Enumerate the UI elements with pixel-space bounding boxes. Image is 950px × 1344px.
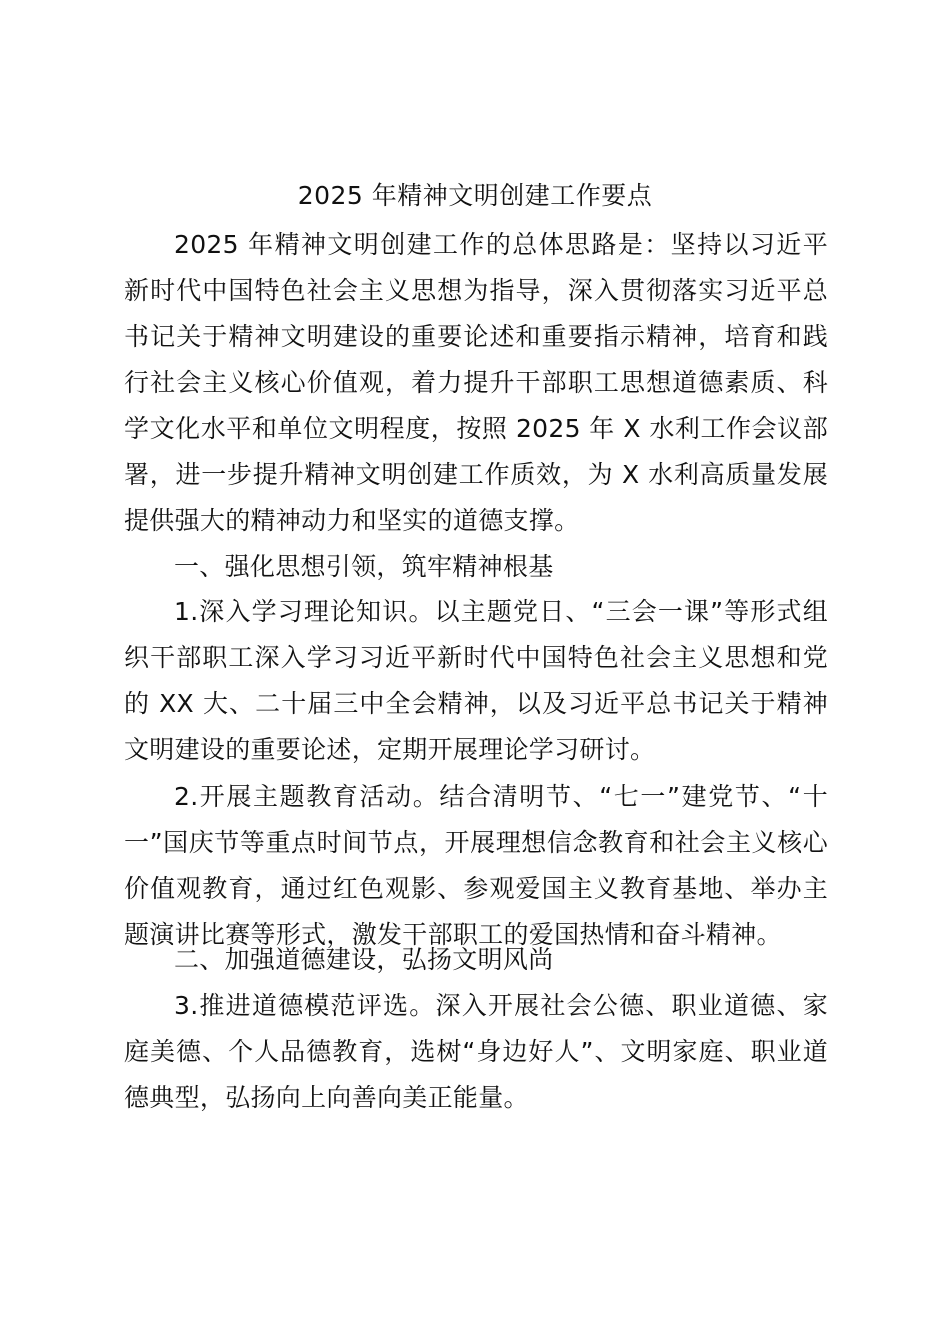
item-paragraph-2: 2.开展主题教育活动。结合清明节、“七一”建党节、“十一”国庆节等重点时间节点，开展理想信念教育和社会主义核心价值观教育，通过红色观影、参观爱国主义教育基地、举办主题演讲比赛等形式，激发干部职工的爱国热情和奋斗精神。 [124,782,828,949]
document-title: 2025 年精神文明创建工作要点 [297,181,653,210]
section-heading-2: 二、加强道德建设，弘扬文明风尚 [174,945,554,974]
item-paragraph-1: 1.深入学习理论知识。以主题党日、“三会一课”等形式组织干部职工深入学习习近平新时代中国特色社会主义思想和党的 XX 大、二十届三中全会精神，以及习近平总书记关于精神文明建设的重要论述，定期开展理论学习研讨。 [124,597,828,764]
item-paragraph-3: 3.推进道德模范评选。深入开展社会公德、职业道德、家庭美德、个人品德教育，选树“身边好人”、文明家庭、职业道德典型，弘扬向上向善向美正能量。 [124,991,828,1112]
intro-paragraph: 2025 年精神文明创建工作的总体思路是：坚持以习近平新时代中国特色社会主义思想为指导，深入贯彻落实习近平总书记关于精神文明建设的重要论述和重要指示精神，培育和践行社会主义核心价值观，着力提升干部职工思想道德素质、科学文化水平和单位文明程度，按照 2025 年 X 水利工作会议部署，进一步提升精神文明创建工作质效，为 X 水利高质量发展提供强大的精神动力和坚实的道德支撑。 [124,230,828,535]
section-heading-1: 一、强化思想引领，筑牢精神根基 [174,552,554,581]
